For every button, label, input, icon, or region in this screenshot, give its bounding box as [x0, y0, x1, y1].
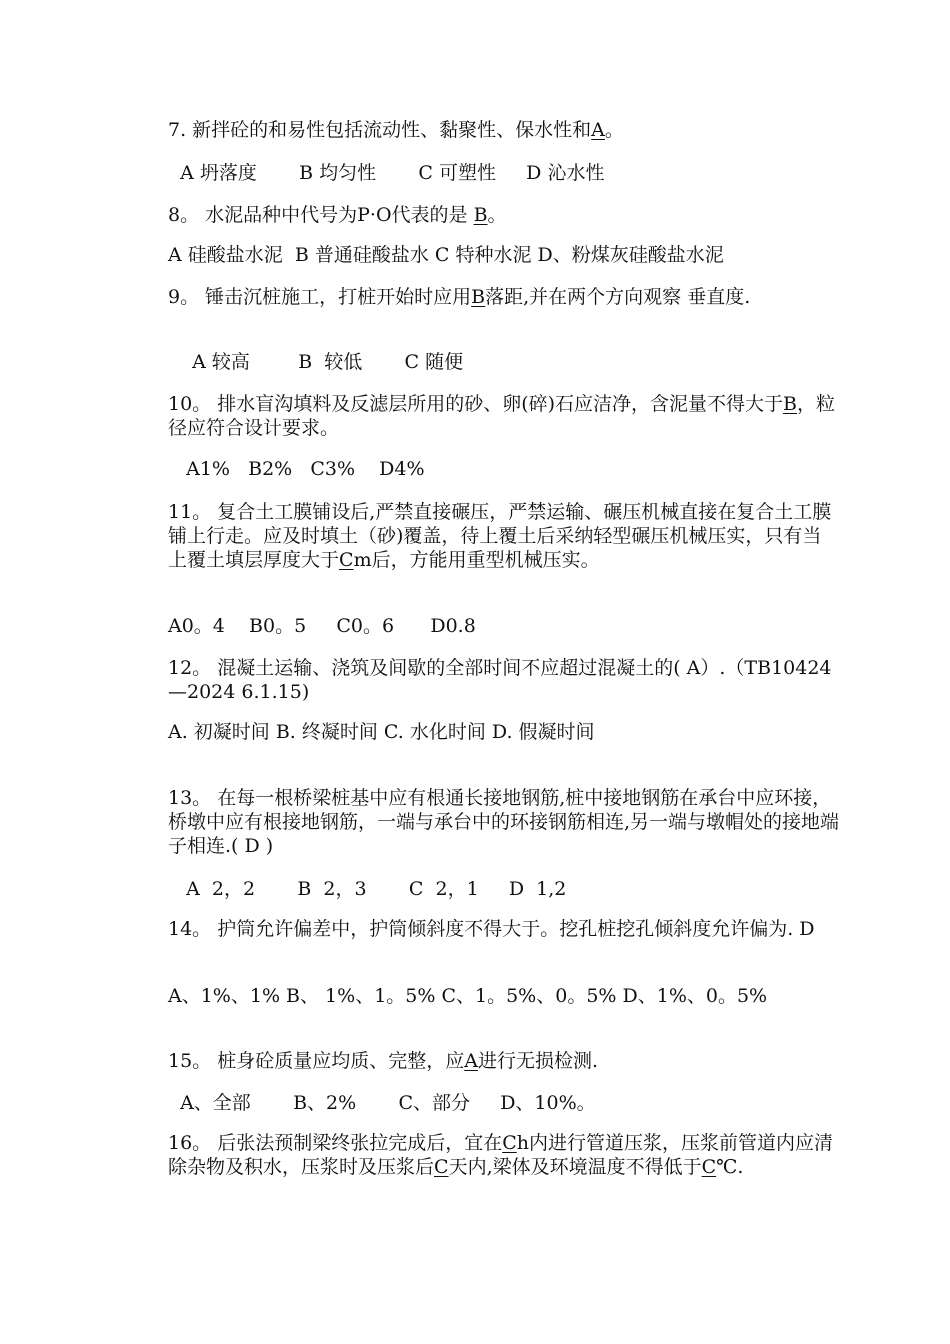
answer-fill: B	[473, 204, 488, 226]
question-15-options: A、全部 B、2% C、部分 D、10%。	[168, 1092, 596, 1114]
answer-fill: B	[471, 286, 486, 308]
question-stem: 11。 复合土工膜铺设后,严禁直接碾压，严禁运输、碾压机械直接在复合土工膜铺上行走。应及时填土（砂)覆盖，待上覆土后采纳轻型碾压机械压实，只有当上覆土填层厚度大于	[168, 501, 832, 571]
question-stem-end: 。	[604, 119, 624, 141]
question-stem: 7. 新拌砼的和易性包括流动性、黏聚性、保水性和	[168, 119, 592, 141]
question-stem: 8。 水泥品种中代号为P·O代表的是	[168, 204, 474, 226]
question-stem: 9。 锤击沉桩施工，打桩开始时应用	[168, 286, 472, 308]
question-stem-end: 进行无损检测.	[477, 1050, 598, 1072]
answer-fill: C	[434, 1156, 449, 1178]
question-stem-end: ℃.	[716, 1156, 744, 1178]
question-11-options: A0。4 B0。5 C0。6 D0.8	[168, 615, 476, 637]
question-9	[168, 285, 840, 309]
question-stem-end: 。	[487, 204, 507, 226]
question-stem-end: m后，方能用重型机械压实。	[353, 549, 600, 571]
question-7	[168, 118, 840, 142]
answer-fill: C	[502, 1132, 517, 1154]
question-stem: 15。 桩身砼质量应均质、完整，应	[168, 1050, 465, 1072]
answer-fill: B	[783, 393, 798, 415]
question-11	[168, 500, 840, 572]
question-stem-end: ，粒径应符合设计要求。	[168, 393, 836, 439]
question-10	[168, 392, 840, 440]
question-stem: 10。 排水盲沟填料及反滤层所用的砂、卵(碎)石应洁净，含泥量不得大于	[168, 393, 784, 415]
question-8-options: A 硅酸盐水泥 B 普通硅酸盐水 C 特种水泥 D、粉煤灰硅酸盐水泥	[168, 244, 724, 266]
question-12-options: A. 初凝时间 B. 终凝时间 C. 水化时间 D. 假凝时间	[168, 721, 595, 743]
question-13-options: A 2，2 B 2，3 C 2，1 D 1,2	[168, 878, 567, 900]
question-stem-mid: h内进行管道压浆，压浆前管道内应清除杂物及积水，压浆时及压浆后	[168, 1132, 834, 1178]
question-stem-mid: 天内,梁体及环境温度不得低于	[448, 1156, 702, 1178]
question-stem: 16。 后张法预制梁终张拉完成后，宜在	[168, 1132, 503, 1154]
question-14-options: A、1%、1% B、 1%、1。5% C、1。5%、0。5% D、1%、0。5%	[168, 985, 768, 1007]
question-8	[168, 203, 840, 227]
question-15	[168, 1049, 840, 1073]
question-10-options: A1% B2% C3% D4%	[168, 458, 425, 480]
question-7-options: A 坍落度 B 均匀性 C 可塑性 D 沁水性	[168, 162, 605, 184]
answer-fill: C	[339, 549, 354, 571]
question-13: 13。 在每一根桥梁桩基中应有根通长接地钢筋,桩中接地钢筋在承台中应环接，桥墩中应有根接地钢筋，一端与承台中的环接钢筋相连,另一端与墩帽处的接地端子相连.( D )	[168, 787, 840, 857]
question-14: 14。 护筒允许偏差中，护筒倾斜度不得大于。挖孔桩挖孔倾斜度允许偏为. D	[168, 918, 815, 940]
question-9-options: A 较高 B 较低 C 随便	[168, 351, 464, 373]
answer-fill: C	[701, 1156, 717, 1178]
question-stem-end: 落距,并在两个方向观察 垂直度.	[485, 286, 751, 308]
answer-fill: A	[464, 1050, 478, 1072]
answer-fill: A	[591, 119, 605, 141]
question-16	[168, 1131, 840, 1179]
question-12: 12。 混凝土运输、浇筑及间歇的全部时间不应超过混凝土的( A）.（TB10424—2024 6.1.15)	[168, 657, 832, 703]
